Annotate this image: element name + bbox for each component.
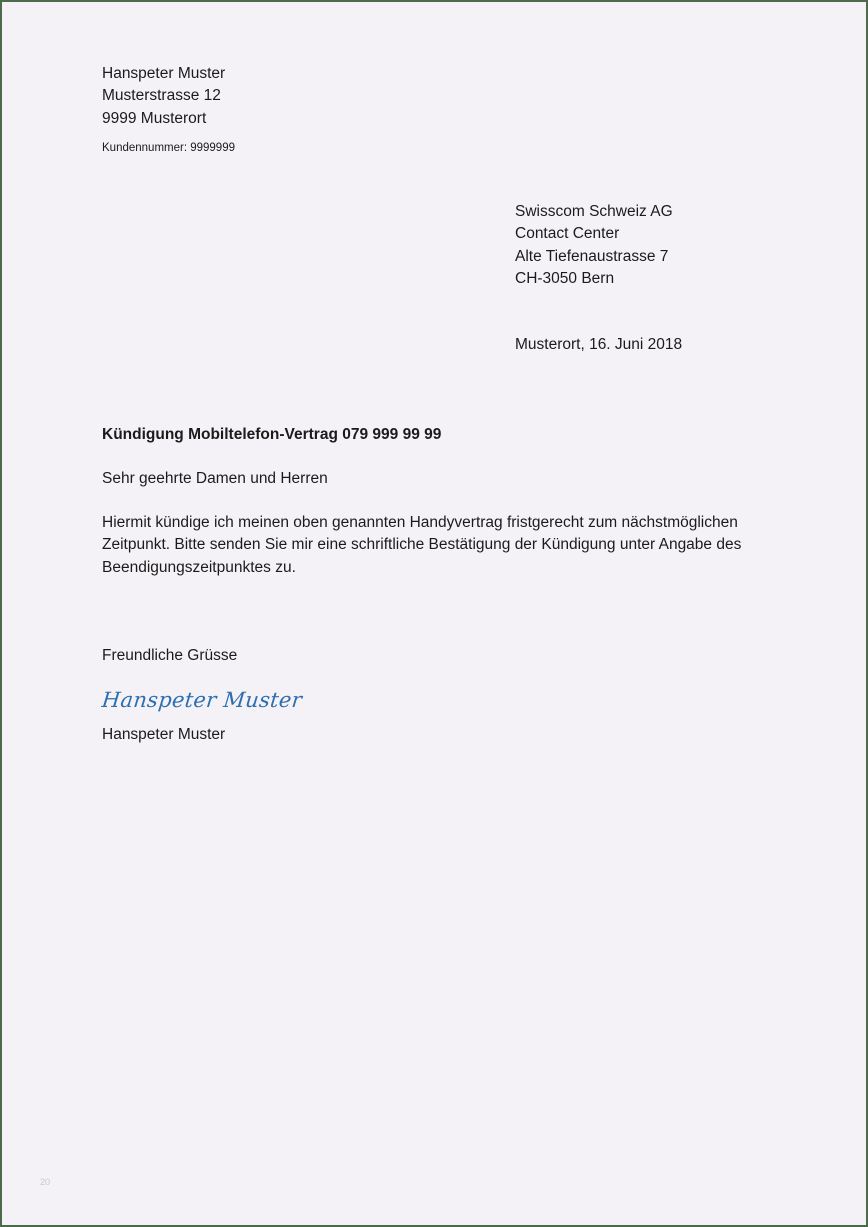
signer-name: Hanspeter Muster — [102, 726, 226, 743]
body-paragraph — [102, 512, 741, 579]
body-line: Beendigungszeitpunktes zu. — [102, 558, 296, 576]
recipient-department: Contact Center — [515, 225, 620, 243]
recipient-street: Alte Tiefenaustrasse 7 — [515, 247, 669, 265]
body-line: Hiermit kündige ich meinen oben genannten Handyvertrag fristgerecht zum nächstmöglichen — [102, 514, 738, 531]
recipient-city: CH-3050 Bern — [515, 269, 615, 287]
recipient-address — [515, 201, 673, 290]
sender-name: Hanspeter Muster — [102, 65, 226, 82]
page-number: 20 — [40, 1177, 51, 1187]
sender-address — [102, 63, 225, 130]
customer-number: Kundennummer: 9999999 — [102, 142, 235, 154]
handwritten-signature: Hanspeter Muster — [100, 688, 304, 712]
salutation: Sehr geehrte Damen und Herren — [102, 470, 328, 487]
subject-line: Kündigung Mobiltelefon-Vertrag 079 999 99 99 — [102, 426, 442, 443]
closing: Freundliche Grüsse — [102, 647, 238, 664]
body-line: Zeitpunkt. Bitte senden Sie mir eine schriftliche Bestätigung der Kündigung unter Angabe des — [102, 536, 742, 554]
recipient-company: Swisscom Schweiz AG — [515, 203, 673, 220]
date-line: Musterort, 16. Juni 2018 — [515, 336, 683, 353]
sender-street: Musterstrasse 12 — [102, 87, 221, 105]
sender-city: 9999 Musterort — [102, 109, 207, 127]
